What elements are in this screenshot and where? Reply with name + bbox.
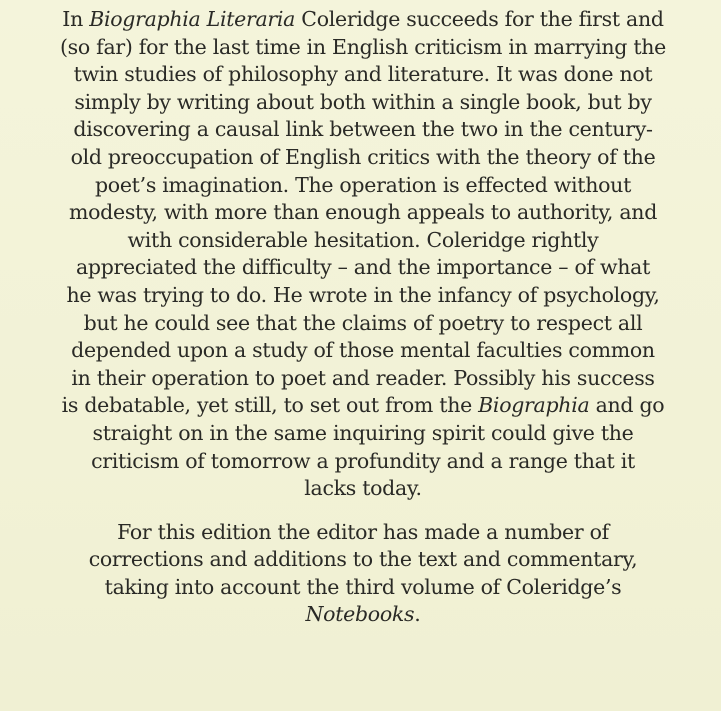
text-line bbox=[18, 519, 708, 547]
text-line bbox=[18, 227, 708, 255]
text-line bbox=[18, 337, 708, 365]
text-run: and go bbox=[589, 393, 665, 418]
text-run: modesty, with more than enough appeals to authority, and bbox=[68, 200, 658, 225]
text-run: taking into account the third volume of Coleridge’s bbox=[104, 574, 622, 599]
text-line bbox=[18, 392, 708, 420]
text-run: criticism of tomorrow a profundity and a range that it bbox=[91, 448, 635, 473]
text-line bbox=[18, 282, 708, 310]
text-run: . bbox=[414, 602, 421, 627]
text-run: old preoccupation of English critics with the theory of the bbox=[70, 144, 656, 169]
text-run: twin studies of philosophy and literature. It was done not bbox=[73, 62, 653, 87]
text-line bbox=[18, 475, 708, 503]
text-run: is debatable, yet still, to set out from the bbox=[61, 393, 479, 418]
text-run: poet’s imagination. The operation is effected without bbox=[94, 172, 632, 197]
text-line bbox=[18, 6, 708, 34]
text-run: in their operation to poet and reader. Possibly his success bbox=[71, 365, 655, 390]
text-line bbox=[18, 601, 708, 629]
text-line bbox=[18, 420, 708, 448]
paragraph bbox=[18, 6, 708, 503]
text-line bbox=[18, 310, 708, 338]
text-run: but he could see that the claims of poetry to respect all bbox=[83, 310, 643, 335]
text-line bbox=[18, 574, 708, 602]
paragraph bbox=[18, 519, 708, 629]
text-line bbox=[18, 254, 708, 282]
text-run: corrections and additions to the text and commentary, bbox=[88, 547, 638, 572]
text-run: he was trying to do. He wrote in the infancy of psychology, bbox=[66, 282, 660, 307]
text-line bbox=[18, 448, 708, 476]
text-run: In bbox=[62, 7, 90, 31]
text-run: discovering a causal link between the two in the century- bbox=[73, 117, 653, 142]
text-line bbox=[18, 199, 708, 227]
text-line bbox=[18, 546, 708, 574]
text-run: For this edition the editor has made a number of bbox=[117, 519, 609, 544]
text-run: simply by writing about both within a single book, but by bbox=[74, 89, 652, 114]
text-run: with considerable hesitation. Coleridge rightly bbox=[127, 227, 599, 252]
text-line bbox=[18, 116, 708, 144]
text-run: straight on in the same inquiring spirit could give the bbox=[92, 420, 634, 445]
text-line bbox=[18, 365, 708, 393]
italic-text: Biographia Literaria bbox=[89, 7, 296, 31]
italic-text: Biographia bbox=[478, 393, 590, 418]
text-run: depended upon a study of those mental faculties common bbox=[71, 338, 655, 363]
text-line bbox=[18, 34, 708, 62]
text-line bbox=[18, 172, 708, 200]
italic-text: Notebooks bbox=[305, 602, 415, 627]
text-line bbox=[18, 89, 708, 117]
text-run: Coleridge succeeds for the first and bbox=[295, 7, 664, 31]
text-line bbox=[18, 61, 708, 89]
text-run: lacks today. bbox=[304, 476, 422, 501]
text-line bbox=[18, 144, 708, 172]
text-run: (so far) for the last time in English criticism in marrying the bbox=[59, 34, 667, 59]
blurb-text bbox=[18, 6, 708, 629]
text-run: appreciated the difficulty – and the importance – of what bbox=[75, 255, 651, 280]
